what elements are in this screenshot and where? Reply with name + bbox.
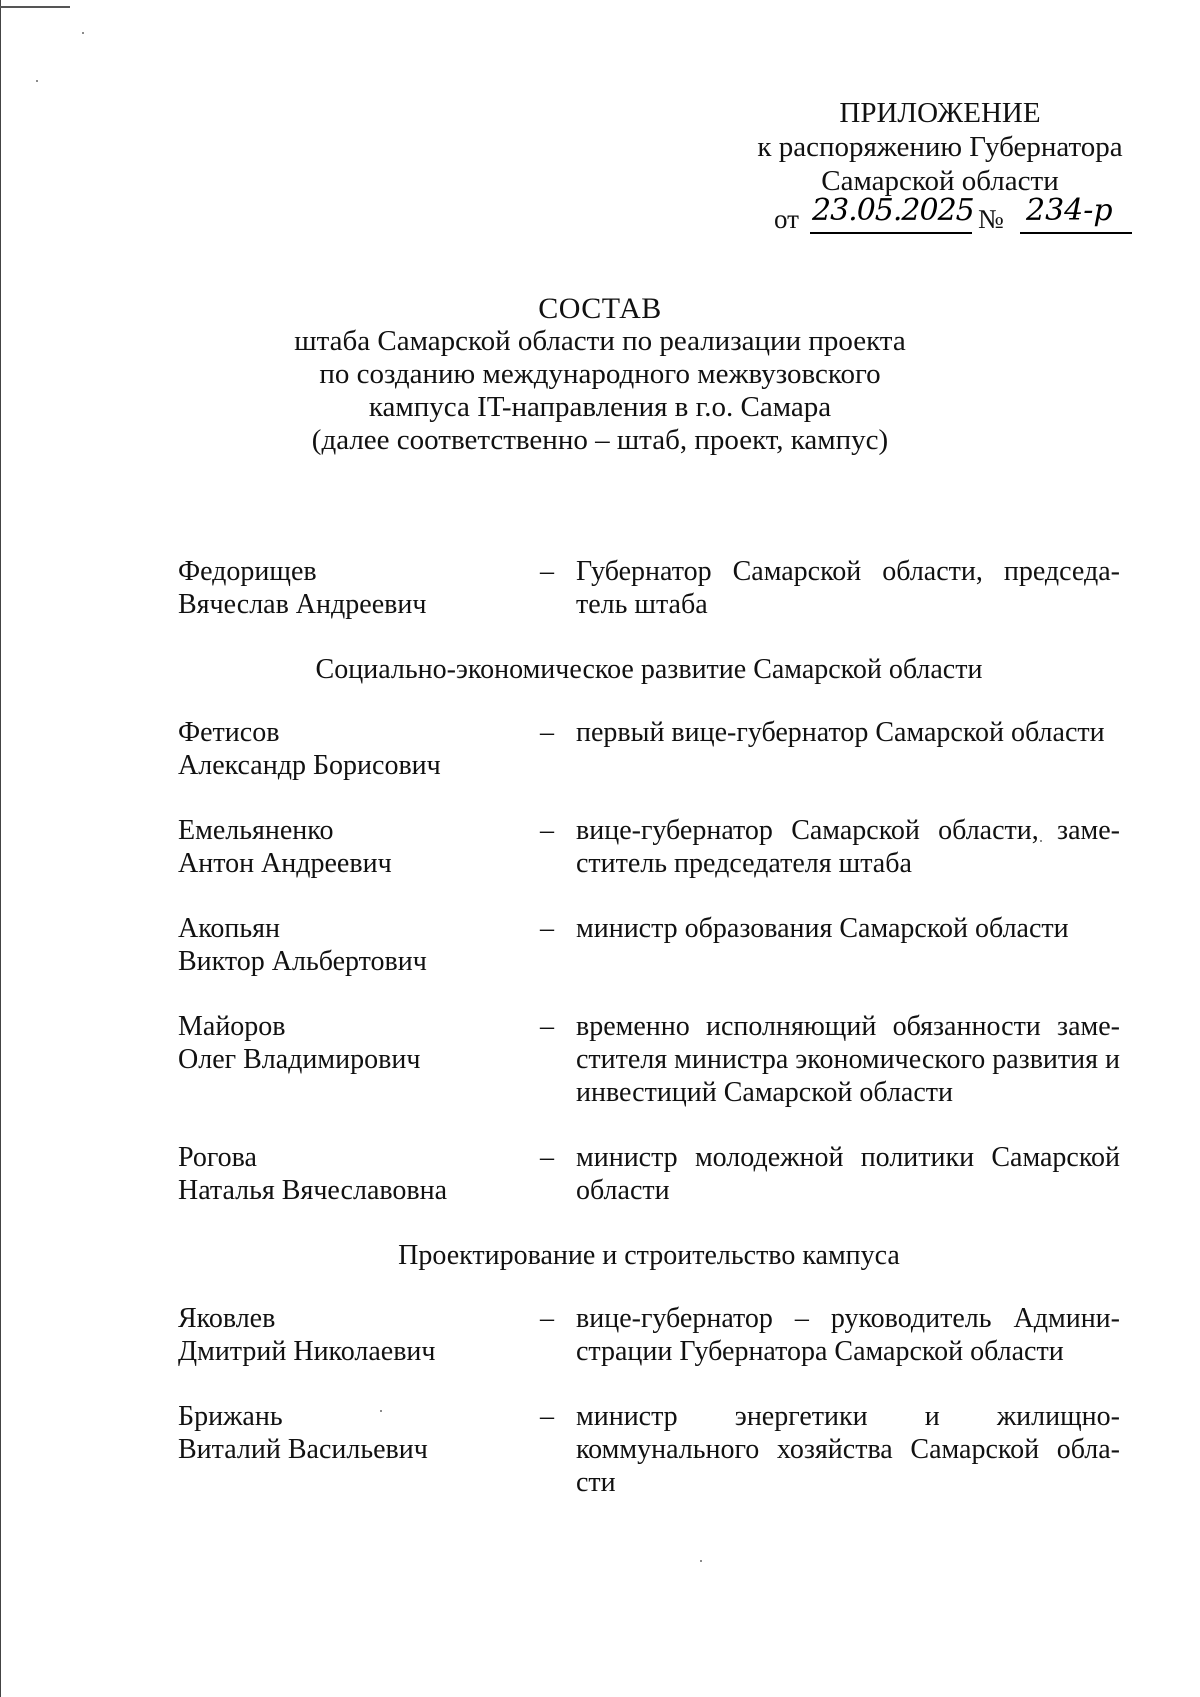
member-chair bbox=[178, 555, 1120, 621]
member-dash: – bbox=[540, 717, 554, 748]
member-role: министр образования Самарской области bbox=[576, 913, 1069, 944]
member-name bbox=[178, 912, 518, 978]
member-given-names: Антон Андреевич bbox=[178, 848, 392, 879]
scan-mark bbox=[0, 6, 70, 8]
member-row bbox=[178, 912, 1120, 978]
number-underline bbox=[1020, 232, 1132, 234]
document-title-block bbox=[200, 292, 1000, 457]
scan-speck bbox=[700, 1560, 702, 1562]
subtitle-line: кампуса IT-направления в г.о. Самара bbox=[368, 391, 832, 423]
from-label: от bbox=[774, 204, 799, 234]
appendix-line-1: к распоряжению Губернатора bbox=[757, 131, 1123, 163]
member-surname: Фетисов bbox=[178, 717, 280, 748]
member-role: временно исполняющий обязанности заме-стителя министра экономического развития и инвестиций Самарской области bbox=[576, 1011, 1121, 1108]
member-surname: Майоров bbox=[178, 1011, 286, 1042]
order-date-number bbox=[740, 193, 1140, 240]
document-heading: СОСТАВ bbox=[538, 292, 662, 325]
member-surname: Брижань bbox=[178, 1401, 283, 1432]
subtitle-line: (далее соответственно – штаб, проект, кампус) bbox=[311, 424, 889, 456]
member-given-names: Дмитрий Николаевич bbox=[178, 1336, 436, 1367]
member-given-names: Наталья Вячеславовна bbox=[178, 1175, 448, 1206]
member-dash: – bbox=[540, 1142, 554, 1173]
member-given-names: Вячеслав Андреевич bbox=[178, 589, 427, 620]
member-role: первый вице-губернатор Самарской области bbox=[576, 717, 1105, 748]
member-name bbox=[178, 1302, 518, 1368]
subtitle-line: штаба Самарской области по реализации проекта bbox=[294, 325, 906, 357]
member-role: министр молодежной политики Самарской области bbox=[576, 1142, 1120, 1206]
member-row bbox=[178, 716, 1120, 782]
member-surname: Рогова bbox=[178, 1142, 257, 1173]
scan-speck bbox=[82, 32, 84, 34]
member-name bbox=[178, 814, 518, 880]
member-given-names: Виталий Васильевич bbox=[178, 1434, 428, 1465]
member-row bbox=[178, 1141, 1120, 1207]
member-role: вице-губернатор Самарской области, заме-ститель председателя штаба bbox=[576, 815, 1120, 879]
date-underline bbox=[810, 232, 972, 234]
scan-edge bbox=[0, 0, 1, 1697]
member-dash: – bbox=[540, 1303, 554, 1334]
member-row bbox=[178, 1400, 1120, 1499]
member-row bbox=[178, 1302, 1120, 1368]
member-surname: Акопьян bbox=[178, 913, 281, 944]
appendix-header bbox=[740, 96, 1140, 240]
section-title-socio-economic: Социально-экономическое развитие Самарской области bbox=[315, 654, 983, 685]
members-list bbox=[178, 555, 1120, 1531]
member-role: министр энергетики и жилищно-коммунального хозяйства Самарской обла-сти bbox=[576, 1401, 1120, 1498]
member-name bbox=[178, 1010, 518, 1109]
member-row bbox=[178, 814, 1120, 880]
member-dash: – bbox=[540, 815, 554, 846]
appendix-title: ПРИЛОЖЕНИЕ bbox=[839, 97, 1041, 129]
handwritten-date: 23.05.2025 bbox=[812, 193, 974, 228]
member-given-names: Олег Владимирович bbox=[178, 1044, 421, 1075]
member-surname: Яковлев bbox=[178, 1303, 276, 1334]
member-name bbox=[178, 1400, 518, 1499]
member-dash: – bbox=[540, 556, 554, 587]
subtitle-line: по созданию международного межвузовского bbox=[319, 358, 881, 390]
member-role: вице-губернатор – руководитель Админи-страции Губернатора Самарской области bbox=[576, 1303, 1120, 1367]
member-dash: – bbox=[540, 1401, 554, 1432]
number-label: № bbox=[978, 204, 1004, 234]
member-dash: – bbox=[540, 913, 554, 944]
member-role: Губернатор Самарской области, председа-тель штаба bbox=[576, 556, 1120, 620]
member-name bbox=[178, 716, 518, 782]
scan-speck bbox=[36, 80, 38, 82]
handwritten-number: 234-р bbox=[1026, 193, 1113, 228]
member-name bbox=[178, 555, 518, 621]
member-given-names: Виктор Альбертович bbox=[178, 946, 427, 977]
member-surname: Емельяненко bbox=[178, 815, 334, 846]
section-title-campus-construction: Проектирование и строительство кампуса bbox=[398, 1240, 900, 1271]
member-name bbox=[178, 1141, 518, 1207]
member-surname: Федорищев bbox=[178, 556, 317, 587]
member-row bbox=[178, 1010, 1120, 1109]
member-given-names: Александр Борисович bbox=[178, 750, 441, 781]
appendix-line-2: Самарской области bbox=[821, 165, 1059, 197]
member-dash: – bbox=[540, 1011, 554, 1042]
